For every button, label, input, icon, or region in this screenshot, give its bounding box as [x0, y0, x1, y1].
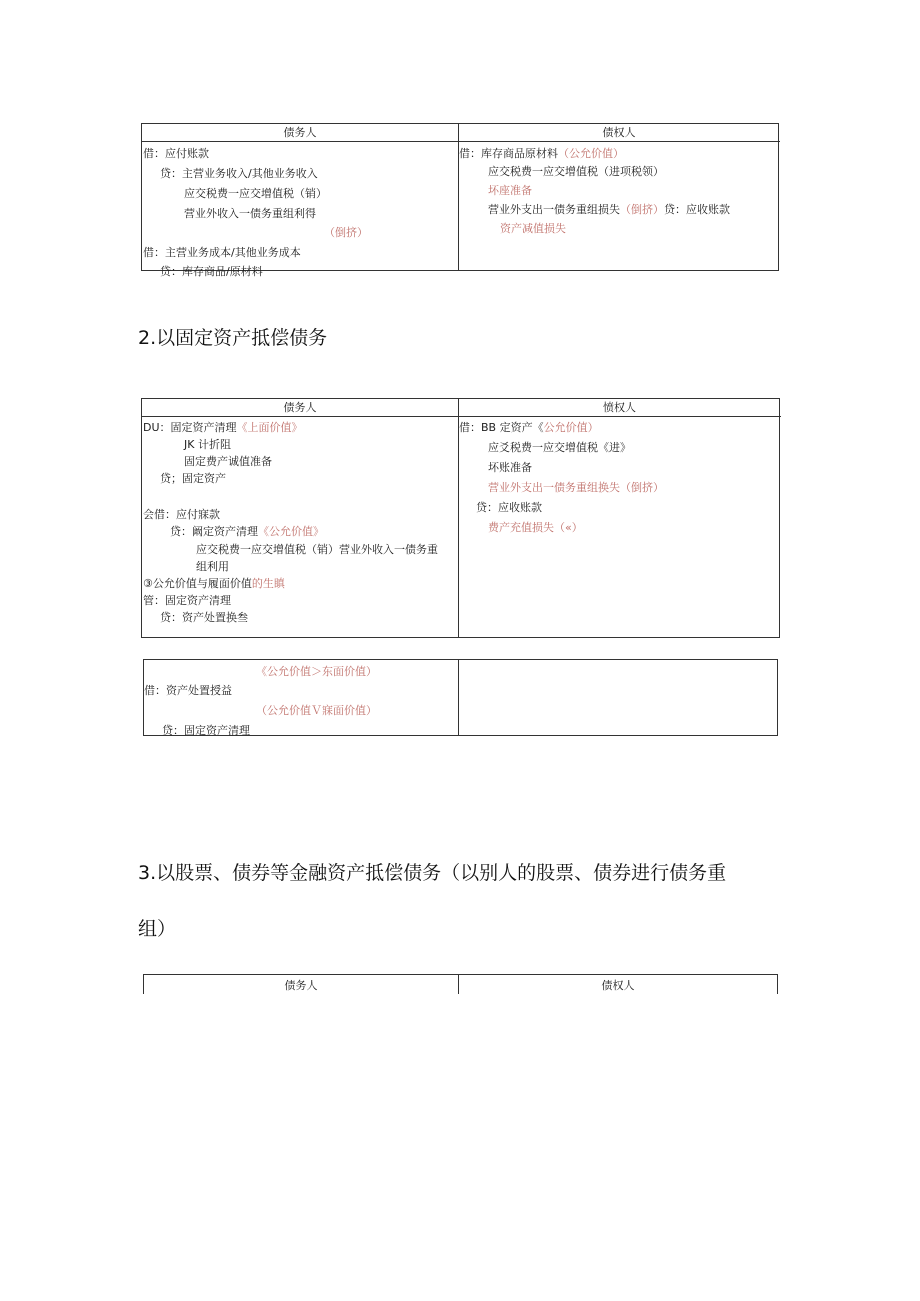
table-1-header-right: 债权人: [458, 124, 780, 142]
debtor-entry-line: 贷：阚定资产清理《公允价值》: [170, 525, 324, 538]
table-2: [141, 398, 780, 638]
debtor-entry-line: 借：主营业务成本/其他业务成本: [143, 246, 301, 259]
table-2-header-left: 债务人: [142, 399, 458, 417]
debtor-entry-line: 组利用: [196, 560, 229, 573]
table-2-header-right: 愤权人: [458, 399, 781, 417]
debtor-entry-line: 管：固定资产清理: [143, 594, 231, 607]
creditor-entry-line: 借：库存商品原材料（公允价值）: [459, 147, 624, 160]
debtor-entry-line: 贷：资产处置换叁: [160, 611, 248, 624]
debtor-entry-line: 借：资产处置授益: [144, 684, 232, 697]
debtor-entry-note: （公允价值Ｖ寐面价值）: [256, 704, 377, 717]
table-1: [141, 123, 779, 278]
table-3: [143, 659, 778, 736]
creditor-entry-line: 坏座准备: [488, 184, 532, 197]
table-4: [143, 974, 778, 994]
creditor-entry-line: 费产充值损失（«）: [488, 521, 583, 534]
debtor-entry-line: DU：固定资产清理《上面价值》: [143, 421, 303, 434]
creditor-entry-line: 资产减值损失: [500, 222, 566, 235]
creditor-entry-line: 应爻税费一应交增值税《进》: [488, 441, 631, 454]
debtor-entry-line: 会借：应付寐款: [143, 508, 220, 521]
creditor-entry-line: 借：BB 定资产《公允价值）: [459, 421, 599, 434]
table-4-header-left: 债务人: [284, 979, 318, 992]
debtor-entry-line: 固定费产诚值准备: [184, 455, 272, 468]
debtor-entry-note: 《公允价值＞东面价值）: [256, 665, 377, 678]
section-heading-3-continuation: 组）: [138, 918, 177, 940]
debtor-entry-line: JK 计折阻: [184, 438, 231, 451]
creditor-entry-line: 营业外支出一债务重组换失（倒挤）: [488, 481, 664, 494]
creditor-entry-line: 贷：应收账款: [476, 501, 542, 514]
debtor-entry-line: 贷：固定资产清理: [162, 724, 250, 737]
debtor-entry-line: 应交税费一应交增值税（销）: [184, 187, 327, 200]
debtor-entry-line: 贷：主营业务收入/其他业务收入: [160, 167, 318, 180]
creditor-entry-line: 应交税费一应交增值税（进项税领）: [488, 165, 664, 178]
section-heading-2: 2.以固定资产抵偿债务: [138, 327, 328, 349]
section-heading-3: 3.以股票、债券等金融资产抵偿债务（以别人的股票、债券进行债务重: [138, 862, 727, 884]
debtor-entry-line: 贷：库存商品/原材料: [160, 265, 263, 278]
table-1-divider: [458, 124, 459, 270]
table-3-divider: [458, 660, 459, 735]
table-1-header-left: 债务人: [142, 124, 458, 142]
table-4-header-right: 债权人: [601, 979, 635, 992]
debtor-entry-note: （倒挤）: [324, 226, 368, 239]
debtor-entry-line: 应交税费一应交增值税（销）营业外收入一债务重: [196, 543, 438, 556]
creditor-entry-line: 营业外支出一债务重组损失（倒挤）贷：应收账款: [488, 203, 730, 216]
debtor-entry-line: ③公允价值与履面价值的生瞋: [143, 577, 285, 590]
debtor-entry-line: 营业外收入一债务重组利得: [184, 207, 316, 220]
creditor-entry-line: 坏账准备: [488, 461, 532, 474]
debtor-entry-line: 借：应付账款: [143, 147, 209, 160]
debtor-entry-line: 贷；固定资产: [160, 472, 226, 485]
